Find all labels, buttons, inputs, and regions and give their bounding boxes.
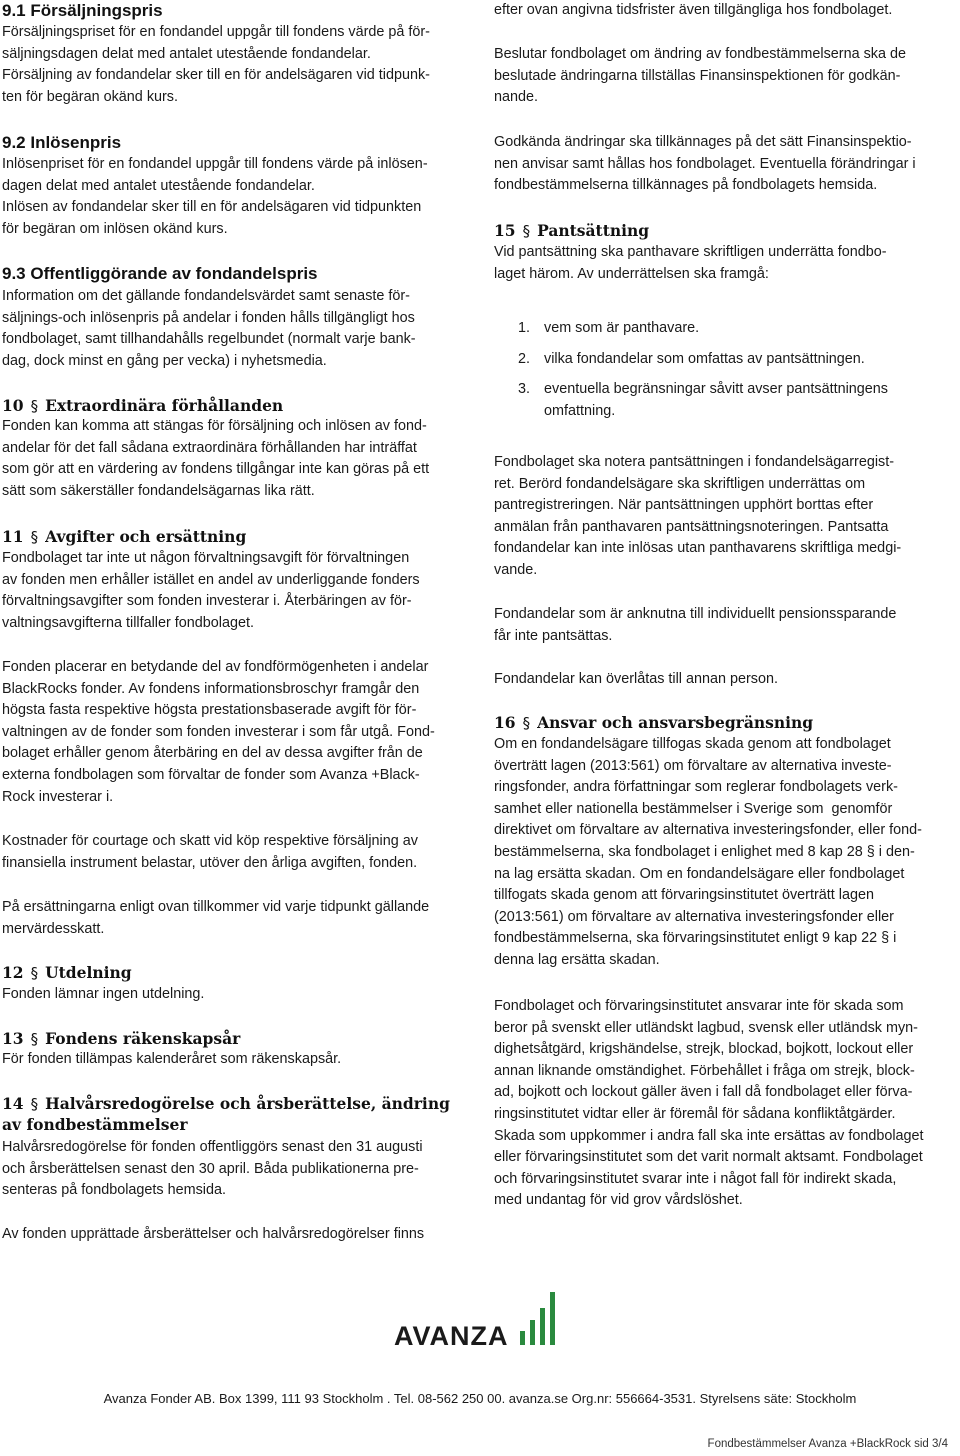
text-continued-p3: Godkända ändringar ska tillkännages på det sätt Finansinspektio- nen anvisar samt hållas hos fondbolaget. Eventuella förändringar i fondbestämmelserna tillkännages på fondbolagets hemsida.	[494, 134, 916, 194]
text-section-16-p2: Fondbolaget och förvaringsinstitutet ansvarar inte för skada som beror på svenskt eller utländskt lagbud, svensk eller utländsk myn- dighetsåtgärd, krigshändelse, strejk, blockad, bojkott, lockout eller annan liknande omständighet. Förbehållet i fråga om strejk, block- ad, bojkott och lockout gäller även i fall då fondbolaget eller förva- ringsinstitutet vidtar eller är föremål för sådana konfliktåtgärder. Skada som uppkommer i andra fall ska inte ersättas av fondbolaget eller förvaringsinstitutet som det varit normalt aktsamt. Fondbolaget och förvaringsinstitutet svarar inte i något fall för indirekt skada, med undantag för vid grov vårdslöshet.	[494, 998, 924, 1209]
text-section-15-p2: Fondbolaget ska notera pantsättningen i fondandelsägarregist- ret. Berörd fondandelsägare ska skriftligen underrättas om pantregistreringen. När pantsättningen upphört borttas efter anmälan från panthavaren pantsättningsnoteringen. Pantsatta fondandelar kan inte inlösas utan panthavarens skriftliga medgi- vande.	[494, 454, 902, 578]
list-item-number: 3.	[518, 381, 531, 398]
text-section-13: För fonden tillämpas kalenderåret som räkenskapsår.	[2, 1051, 342, 1067]
section-sign: §	[30, 1095, 39, 1113]
heading-section-12	[2, 962, 132, 984]
section-number: 14	[2, 1094, 24, 1113]
list-item-text: vem som är panthavare.	[544, 320, 700, 336]
logo-wordmark: AVANZA	[394, 1321, 509, 1348]
list-item-number: 2.	[518, 350, 531, 367]
text-section-11-p2: Fonden placerar en betydande del av fondförmögenheten i andelar BlackRocks fonder. Av fondens informationsbroschyr framgår den högsta fasta respektive högsta prestationsbaserade avgift för för- valtningen av de fonder som fonden investerar i som får utgå. Fond- bolaget erhåller genom återbäring en del av dessa avgifter från de externa fondbolagen som förvaltar de fonder som Avanza +Black- Rock investerar i.	[2, 659, 435, 805]
pledge-requirements-list	[494, 318, 888, 422]
heading-9-1: 9.1 Försäljningspris	[2, 1, 163, 20]
text-section-12: Fonden lämnar ingen utdelning.	[2, 986, 205, 1002]
section-number: 13	[2, 1029, 24, 1048]
heading-9-2: 9.2 Inlösenpris	[2, 133, 122, 152]
section-title: Utdelning	[45, 963, 132, 982]
section-title: Ansvar och ansvarsbegränsning	[537, 713, 814, 732]
list-item-number: 1.	[518, 320, 531, 336]
text-section-15-p3: Fondandelar som är anknutna till individuellt pensionssparande får inte pantsättas.	[494, 606, 897, 644]
text-section-11-p4: På ersättningarna enligt ovan tillkommer vid varje tidpunkt gällande mervärdesskatt.	[2, 899, 430, 937]
text-section-15-p4: Fondandelar kan överlåtas till annan person.	[494, 671, 778, 687]
list-item	[494, 379, 888, 422]
text-section-11-p3: Kostnader för courtage och skatt vid köp respektive försäljning av finansiella instrument belastar, utöver den årliga avgiften, fonden.	[2, 833, 418, 871]
section-title: Halvårsredogörelse och årsberättelse, ändring	[45, 1094, 450, 1113]
heading-9-3: 9.3 Offentliggörande av fondandelspris	[2, 264, 318, 283]
text-9-1: Försäljningspriset för en fondandel uppgår till fondens värde på för- säljningsdagen delat med antalet utestående fondandelar. Försäljning av fondandelar sker till en för andelsägaren vid tidpunk- ten för begäran okänd kurs.	[2, 24, 430, 105]
list-item	[494, 349, 888, 371]
section-title: Extraordinära förhållanden	[45, 396, 284, 415]
text-section-15-intro: Vid pantsättning ska panthavare skriftligen underrätta fondbo- laget härom. Av underrättelsen ska framgå:	[494, 244, 887, 282]
page-label: Fondbestämmelser Avanza +BlackRock sid 3/4	[707, 1438, 948, 1450]
logo-bars-icon	[520, 1292, 555, 1345]
section-sign: §	[30, 964, 39, 982]
text-continued-p2: Beslutar fondbolaget om ändring av fondbestämmelserna ska de beslutade ändringarna tillställas Finansinspektionen för godkän- nande.	[494, 46, 906, 106]
text-section-14-p2: Av fonden upprättade årsberättelser och halvårsredogörelser finns	[2, 1226, 425, 1242]
list-item-text: vilka fondandelar som omfattas av pantsättningen.	[544, 350, 865, 367]
heading-section-14	[2, 1093, 450, 1115]
list-item	[494, 318, 888, 340]
heading-section-14-line2: av fondbestämmelser	[2, 1115, 188, 1134]
heading-section-10	[2, 395, 283, 417]
section-number: 11	[2, 527, 24, 546]
text-section-16-p1: Om en fondandelsägare tillfogas skada genom att fondbolaget överträtt lagen (2013:561) om förvaltare av alternativa investe- ringsfonder, andra författningar som reglerar fondbolagets verk- samhet eller nationella bestämmelser i Sverige som genomför direktivet om förvaltare av alternativa investeringsfonder, eller fond- bestämmelserna, ska fondbolaget i enlighet med 8 kap 28 § i den- na lag ersätta skadan. Om en fondandelsägare eller fondbolaget tillfogats skada genom att förvaringsinstitutet överträtt lagen (2013:561) om förvaltare av alternativa investeringsfonder eller fondbestämmelserna, ska förvaringsinstitutet enligt 9 kap 22 § i denna lag ersätta skadan.	[494, 736, 922, 968]
heading-section-11	[2, 526, 246, 548]
heading-section-13	[2, 1028, 240, 1050]
section-sign: §	[30, 528, 39, 546]
text-9-2: Inlösenpriset för en fondandel uppgår till fondens värde på inlösen- dagen delat med antalet utestående fondandelar. Inlösen av fondandelar sker till en för andelsägaren vid tidpunkten för begäran om inlösen okänd kurs.	[2, 156, 428, 237]
section-number: 15	[494, 221, 516, 240]
section-sign: §	[522, 222, 531, 240]
text-section-11-p1: Fondbolaget tar inte ut någon förvaltningsavgift för förvaltningen av fonden men erhåller istället en andel av underliggande fonders förvaltningsavgifter som fonden investerar i. Återbäringen av för- valtningsavgifterna tillfaller fondbolaget.	[2, 550, 420, 631]
section-number: 12	[2, 963, 24, 982]
section-number: 16	[494, 713, 516, 732]
heading-section-16	[494, 712, 813, 734]
text-continued-p1: efter ovan angivna tidsfrister även tillgängliga hos fondbolaget.	[494, 2, 893, 18]
text-section-14-p1: Halvårsredogörelse för fonden offentliggörs senast den 31 augusti och årsberättelsen senast den 30 april. Båda publikationerna pre- senteras på fondbolagets hemsida.	[2, 1139, 423, 1199]
text-9-3: Information om det gällande fondandelsvärdet samt senaste för- säljnings-och inlösenpris på andelar i fonden hålls tillgängligt hos fondbolaget, samt tillhandahålls regelbundet (normalt varje bank- dag, dock minst en gång per vecka) i nyhetsmedia.	[2, 288, 416, 369]
section-title: Pantsättning	[537, 221, 650, 240]
section-sign: §	[522, 714, 531, 732]
section-sign: §	[30, 397, 39, 415]
text-section-10: Fonden kan komma att stängas för försäljning och inlösen av fond- andelar för det fall sådana extraordinära förhållanden har inträffat som gör att en värdering av fondens tillgångar inte kan göras på ett sätt som säkerställer fondandelsägarnas lika rätt.	[2, 418, 430, 499]
heading-section-15	[494, 220, 649, 242]
section-number: 10	[2, 396, 24, 415]
footer-address: Avanza Fonder AB. Box 1399, 111 93 Stockholm . Tel. 08-562 250 00. avanza.se Org.nr: 556664-3531. Styrelsens säte: Stockholm	[103, 1391, 857, 1406]
list-item-text: eventuella begränsningar såvitt avser pantsättningens omfattning.	[544, 381, 888, 419]
avanza-logo-graphic	[394, 1290, 564, 1348]
section-sign: §	[30, 1030, 39, 1048]
avanza-logo	[394, 1290, 564, 1348]
section-title: Fondens räkenskapsår	[45, 1029, 241, 1048]
section-title: Avgifter och ersättning	[45, 527, 247, 546]
